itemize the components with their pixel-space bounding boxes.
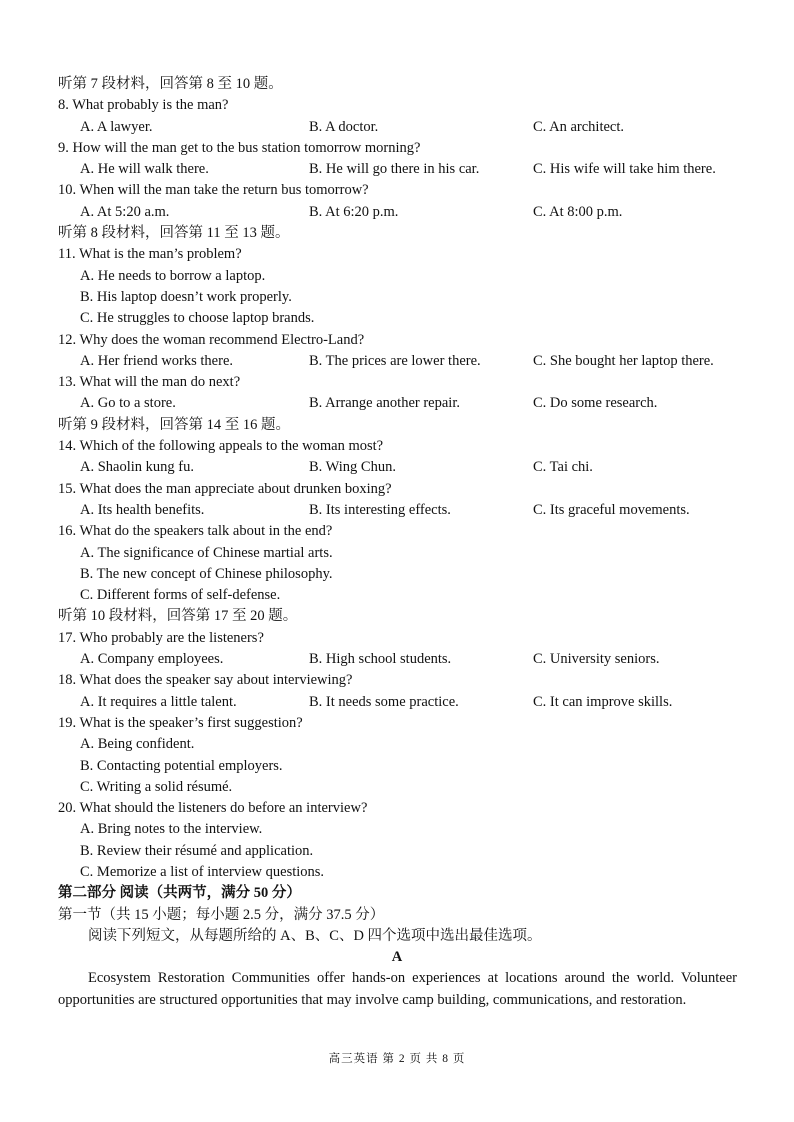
question-stem: 15. What does the man appreciate about drunken boxing? xyxy=(58,480,392,497)
section-heading-9: 听第 9 段材料，回答第 14 至 16 题。 xyxy=(58,416,290,433)
option-b: B. His laptop doesn’t work properly. xyxy=(80,288,292,305)
option-a: A. At 5:20 a.m. xyxy=(80,203,170,220)
exam-page xyxy=(0,74,794,1011)
question-stem: 20. What should the listeners do before an interview? xyxy=(58,800,368,817)
option-row xyxy=(0,117,794,138)
option-a: A. A lawyer. xyxy=(80,118,153,135)
option-c: C. She bought her laptop there. xyxy=(533,352,714,369)
option-b: B. Its interesting effects. xyxy=(309,501,451,518)
option-b: B. Contacting potential employers. xyxy=(80,757,283,774)
option-row xyxy=(0,159,794,180)
option-b: B. High school students. xyxy=(309,651,452,668)
option-b: B. Review their résumé and application. xyxy=(80,842,314,859)
option-a: A. It requires a little talent. xyxy=(80,693,237,710)
option-a: A. Its health benefits. xyxy=(80,501,205,518)
option-c: C. At 8:00 p.m. xyxy=(533,203,623,220)
option-a: A. Go to a store. xyxy=(80,395,176,412)
option-a: A. Being confident. xyxy=(80,736,195,753)
option-b: B. Arrange another repair. xyxy=(309,395,460,412)
instruction-text: 阅读下列短文，从每题所给的 A、B、C、D 四个选项中选出最佳选项。 xyxy=(88,927,542,944)
option-b: B. The prices are lower there. xyxy=(309,352,481,369)
option-row xyxy=(0,351,794,372)
option-row xyxy=(0,649,794,670)
question-stem: 8. What probably is the man? xyxy=(58,97,229,114)
option-a: A. Her friend works there. xyxy=(80,352,234,369)
question-stem: 18. What does the speaker say about interviewing? xyxy=(58,672,353,689)
question-stem: 12. Why does the woman recommend Electro-Land? xyxy=(58,331,365,348)
question-stem: 10. When will the man take the return bus tomorrow? xyxy=(58,182,369,199)
section-heading-8: 听第 8 段材料，回答第 11 至 13 题。 xyxy=(58,225,290,242)
option-b: B. Wing Chun. xyxy=(309,459,396,476)
option-c: C. Memorize a list of interview questions. xyxy=(80,863,325,880)
option-c: C. Different forms of self-defense. xyxy=(80,587,281,604)
page-footer: 高三英语 第 2 页 共 8 页 xyxy=(328,1053,466,1065)
option-a: A. The significance of Chinese martial arts. xyxy=(80,544,333,561)
option-c: C. Its graceful movements. xyxy=(533,501,690,518)
option-a: A. He needs to borrow a laptop. xyxy=(80,267,266,284)
question-stem: 17. Who probably are the listeners? xyxy=(58,629,264,646)
part-two-title: 第二部分 阅读（共两节，满分 50 分） xyxy=(58,885,301,902)
option-a: A. Shaolin kung fu. xyxy=(80,459,194,476)
question-stem: 13. What will the man do next? xyxy=(58,374,241,391)
option-b: B. It needs some practice. xyxy=(309,693,459,710)
section-heading-7: 听第 7 段材料，回答第 8 至 10 题。 xyxy=(58,76,283,92)
question-stem: 14. Which of the following appeals to the woman most? xyxy=(58,438,384,455)
question-stem: 19. What is the speaker’s first suggestion? xyxy=(58,714,303,731)
passage-label: A xyxy=(391,949,403,966)
option-c: C. He struggles to choose laptop brands. xyxy=(80,310,315,327)
option-b: B. A doctor. xyxy=(309,118,379,135)
option-row xyxy=(0,393,794,414)
option-c: C. Tai chi. xyxy=(533,459,593,476)
option-c: C. His wife will take him there. xyxy=(533,161,716,178)
section-one-title: 第一节（共 15 小题；每小题 2.5 分，满分 37.5 分） xyxy=(58,906,385,923)
option-b: B. The new concept of Chinese philosophy. xyxy=(80,565,333,582)
question-stem: 9. How will the man get to the bus station tomorrow morning? xyxy=(58,139,421,156)
passage-paragraph: Ecosystem Restoration Communities offer hands-on experiences at locations around the world. Volunteer opportunities are structured opportunities that may involve camp building, communications, and restoration. xyxy=(58,970,737,1008)
question-stem: 16. What do the speakers talk about in the end? xyxy=(58,523,333,540)
option-a: A. Company employees. xyxy=(80,651,224,668)
option-a: A. Bring notes to the interview. xyxy=(80,821,263,838)
option-row xyxy=(0,500,794,521)
option-c: C. Do some research. xyxy=(533,395,658,412)
option-c: C. Writing a solid résumé. xyxy=(80,778,233,795)
section-heading-10: 听第 10 段材料，回答第 17 至 20 题。 xyxy=(58,608,298,625)
option-row xyxy=(0,202,794,223)
option-a: A. He will walk there. xyxy=(80,161,209,178)
option-c: C. It can improve skills. xyxy=(533,693,673,710)
option-b: B. At 6:20 p.m. xyxy=(309,203,399,220)
option-row xyxy=(0,692,794,713)
question-stem: 11. What is the man’s problem? xyxy=(58,246,242,263)
option-row xyxy=(0,457,794,478)
option-b: B. He will go there in his car. xyxy=(309,161,480,178)
option-c: C. University seniors. xyxy=(533,651,660,668)
option-c: C. An architect. xyxy=(533,118,625,135)
